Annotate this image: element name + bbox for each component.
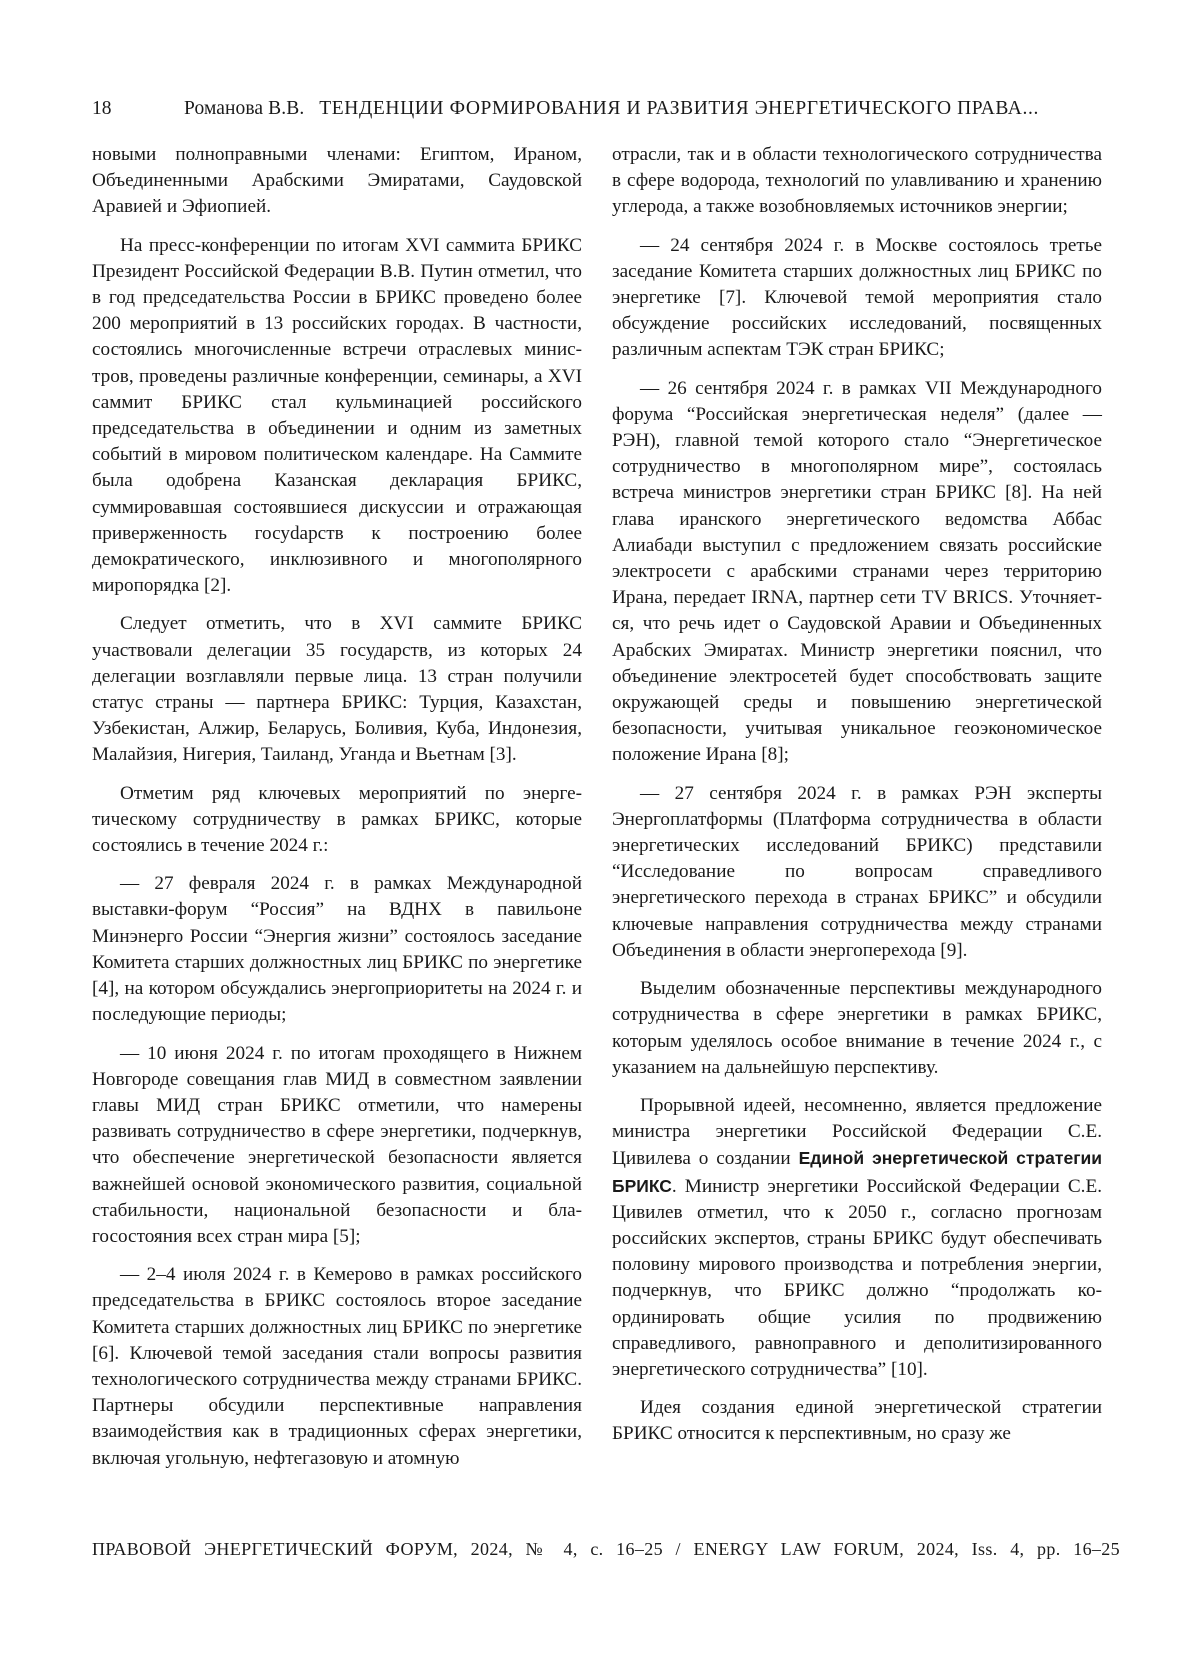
list-item: — 2–4 июля 2024 г. в Кемерово в рамках российского председательства в БРИКС состоялось второе заседание Комитета старших должностных лиц БРИКС по энергетике [6]. Ключевой темой заседания стали вопросы развития технологического сотрудничества между странами БРИКС. Партнеры обсудили перспективные направления взаимодействия как в традиционных сферах энергетики, включая угольную, нефтегазовую и атомную [92,1264,582,1469]
running-title: ТЕНДЕНЦИИ ФОРМИРОВАНИЯ И РАЗВИТИЯ ЭНЕРГЕТИЧЕСКОГО ПРАВА... [319,98,1039,119]
paragraph: Отметим ряд ключевых мероприятий по энергетическому сотрудничеству в рамках БРИКС, которые состоялись в течение 2024 г.: [92,782,582,857]
list-item: — 24 сентября 2024 г. в Москве состоялось третье заседание Комитета старших должностных лиц БРИКС по энергетике [7]. Ключевой темой мероприятия стало обсуждение российских исследований, посвященных различным аспектам ТЭК стран БРИКС; [612,234,1102,361]
list-item: — 10 июня 2024 г. по итогам проходящего в Нижнем Новгороде совещания глав МИД в совместном заявлении главы МИД стран БРИКС отметили, что намерены развивать сотрудничество в сфере энергетики, подчеркнув, что обеспечение энергетической безопасности является важнейшей основой экономического развития, социальной стабильности, национальной безопасности и благосостояния всех стран мира [5]; [92,1042,582,1247]
list-item: — 26 сентября 2024 г. в рамках VII Международного форума “Российская энергетическая неделя” (далее — РЭН), главной темой которого стало “Энергетическое сотрудничество в многополярном мире”, состоялась встреча министров энергетики стран БРИКС [8]. На ней глава иранского энергетического ведомства Аббас Алиабади выступил с предложением связать российские электросети с арабскими странами через территорию Ирана, передает IRNA, партнер сети TV BRICS. Уточняется, что речь идет о Саудовской Аравии и Объединенных Арабских Эмиратах. Министр энергетики пояснил, что объединение электросетей будет способствовать защите окружающей среды и повышению энергетической безопасности, учитывая уникальное геоэкономическое положение Ирана [8]; [612,377,1102,766]
right-column [612,142,1102,1448]
page-header [92,94,1120,124]
running-head [184,94,1039,124]
author-name: Романова В.В. [184,98,305,119]
paragraph: Выделим обозначенные перспективы международного сотрудничества в сфере энергетики в рамках БРИКС, которым уделялось особое внимание в течение 2024 г., с указанием на дальнейшую перспективу. [612,978,1102,1078]
page-footer: ПРАВОВОЙ ЭНЕРГЕТИЧЕСКИЙ ФОРУМ, 2024, № 4, с. 16–25 / ENERGY LAW FORUM, 2024, Iss. 4, pp. 16–25 [92,1539,1120,1559]
page-number: 18 [92,98,112,119]
paragraph: На пресс-конференции по итогам XVI саммита БРИКС Президент Российской Федерации В.В. Путин отметил, что в год председательства России в БРИКС проведено более 200 мероприятий в 13 российских городах. В частности, состоялись многочисленные встречи отраслевых министров, проведены различные конференции, семинары, а XVI саммит БРИКС стал кульминацией российского председательства в объединении и одним из заметных событий в мировом политическом календаре. На Саммите была одобрена Казанская декларация БРИКС, суммировавшая состоявшиеся дискуссии и отражающая приверженность госуdарств к построению более демократического, инклюзивного и многополярного миропорядка [2]. [92,234,582,597]
emphasized-term: Единой энергетической стратегии БРИКС [612,1148,1103,1196]
paragraph-text: Прорывной идеей, несомненно, является предложение министра энергетики Российской Федерации С.Е. Цивилева о создании [612,1094,1102,1170]
paragraph: новыми полноправными членами: Египтом, Ираном, Объединенными Арабскими Эмиратами, Саудовской Аравией и Эфиопией. [92,144,582,218]
paragraph: Следует отметить, что в XVI саммите БРИКС участвовали делегации 35 государств, из которых 24 делегации возглавляли первые лица. 13 стран получили статус страны — партнера БРИКС: Турция, Казахстан, Узбекистан, Алжир, Беларусь, Боливия, Куба, Индонезия, Малайзия, Нигерия, Таиланд, Уганда и Вьетнам [3]. [92,613,582,766]
left-column [92,142,582,1472]
paragraph: Идея создания единой энергетической стратегии БРИКС относится к перспективным, но сразу же [612,1397,1102,1445]
list-item: — 27 сентября 2024 г. в рамках РЭН эксперты Энергоплатформы (Платформа сотрудничества в области энергетических исследований БРИКС) представили “Исследование по вопросам справедливого энергетического перехода в странах БРИКС” и обсудили ключевые направления сотрудничества между странами Объединения в области энергоперехода [9]. [612,782,1102,961]
list-item: — 27 февраля 2024 г. в рамках Международной выставки-форум “Россия” на ВДНХ в павильоне Минэнерго России “Энергия жизни” состоялось заседание Комитета старших должностных лиц БРИКС по энергетике [4], на котором обсуждались энергоприоритеты на 2024 г. и последующие периоды; [92,873,582,1026]
list-item-continued: отрасли, так и в области технологического сотрудничества в сфере водорода, технологий по улавливанию и хранению углерода, а также возобновляемых источников энергии; [612,144,1102,218]
paragraph-text: . Министр энергетики Российской Федерации С.Е. Цивилев отметил, что к 2050 г., согласно прогнозам российских экспертов, страны БРИКС будут обеспечивать половину мирового производства и потребления энергии, подчеркнув, что БРИКС должно “продолжать координировать общие усилия по продвижению справедливого, равноправного и деполитизированного энергетического сотрудничества” [10]. [612,1175,1102,1380]
paragraph [612,1093,1102,1383]
